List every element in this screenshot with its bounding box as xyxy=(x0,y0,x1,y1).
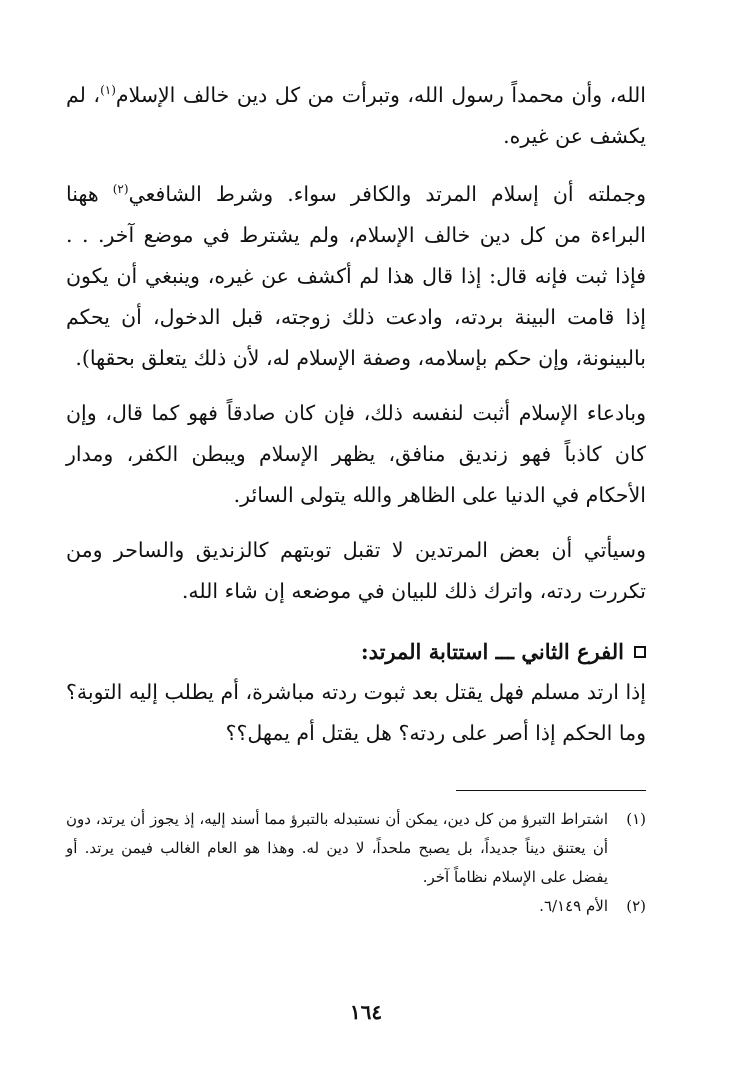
paragraph-2-text: وجملته أن إسلام المرتد والكافر سواء. وشرط الشافعي xyxy=(128,181,646,206)
footnote-text: الأم ٦/١٤٩. xyxy=(539,896,608,915)
paragraph-3: وبادعاء الإسلام أثبت لنفسه ذلك، فإن كان صادقاً فهو كما قال، وإن كان كاذباً فهو زنديق منافق، يظهر الإسلام ويبطن الكفر، ومدار الأحكام في الدنيا على الظاهر والله يتولى السائر. xyxy=(66,400,646,507)
footnote-divider xyxy=(456,790,646,791)
footnote-2 xyxy=(66,892,646,921)
paragraph-4: وسيأتي أن بعض المرتدين لا تقبل توبتهم كالزنديق والساحر ومن تكررت ردته، واترك ذلك للبيان في موضعه إن شاء الله. xyxy=(66,537,646,603)
square-bullet-icon xyxy=(634,646,646,658)
footnote-number: (١) xyxy=(626,809,646,828)
footnote-number: (٢) xyxy=(626,896,646,915)
question-paragraph: إذا ارتد مسلم فهل يقتل بعد ثبوت ردته مباشرة، أم يطلب إليه التوبة؟ وما الحكم إذا أصر على ردته؟ هل يقتل أم يمهل؟؟ xyxy=(66,679,646,745)
page-number: ١٦٤ xyxy=(349,1000,383,1024)
footnote-1 xyxy=(66,805,646,892)
paragraph-2 xyxy=(66,169,646,379)
footnote-ref-1[interactable]: (١) xyxy=(100,83,116,97)
paragraph-2-tail: ههنا البراءة من كل دين خالف الإسلام، ولم يشترط في موضع آخر. . . فإذا ثبت فإنه قال: إذا قال هذا لم أكشف عن غيره، وينبغي أن يكون إذا قامت البينة بردته، وادعت ذلك زوجته، قبل الدخول، أن يحكم بالبينونة، وإن حكم بإسلامه، وصفة الإسلام له، لأن ذلك يتعلق بحقها). xyxy=(66,181,646,370)
paragraph-1-text: الله، وأن محمداً رسول الله، وتبرأت من كل دين خالف الإسلام xyxy=(115,82,646,107)
paragraph-1 xyxy=(66,70,646,157)
section-heading xyxy=(66,632,646,672)
footnotes xyxy=(66,805,646,921)
footnote-text: اشتراط التبرؤ من كل دين، يمكن أن نستبدله بالتبرؤ مما أسند إليه، إذ يجوز أن يرتد، دون أن يعتنق ديناً جديداً، بل يصبح ملحداً، لا دين له. وهذا هو العام الغالب فيمن يرتد. أو يفضل على الإسلام نظاماً آخر. xyxy=(66,809,608,886)
section-heading-text: الفرع الثاني ـــ استتابة المرتد: xyxy=(360,638,624,664)
footnote-ref-2[interactable]: (٢) xyxy=(112,181,129,196)
paragraph-1-tail: ، لم يكشف عن غيره. xyxy=(66,82,646,148)
